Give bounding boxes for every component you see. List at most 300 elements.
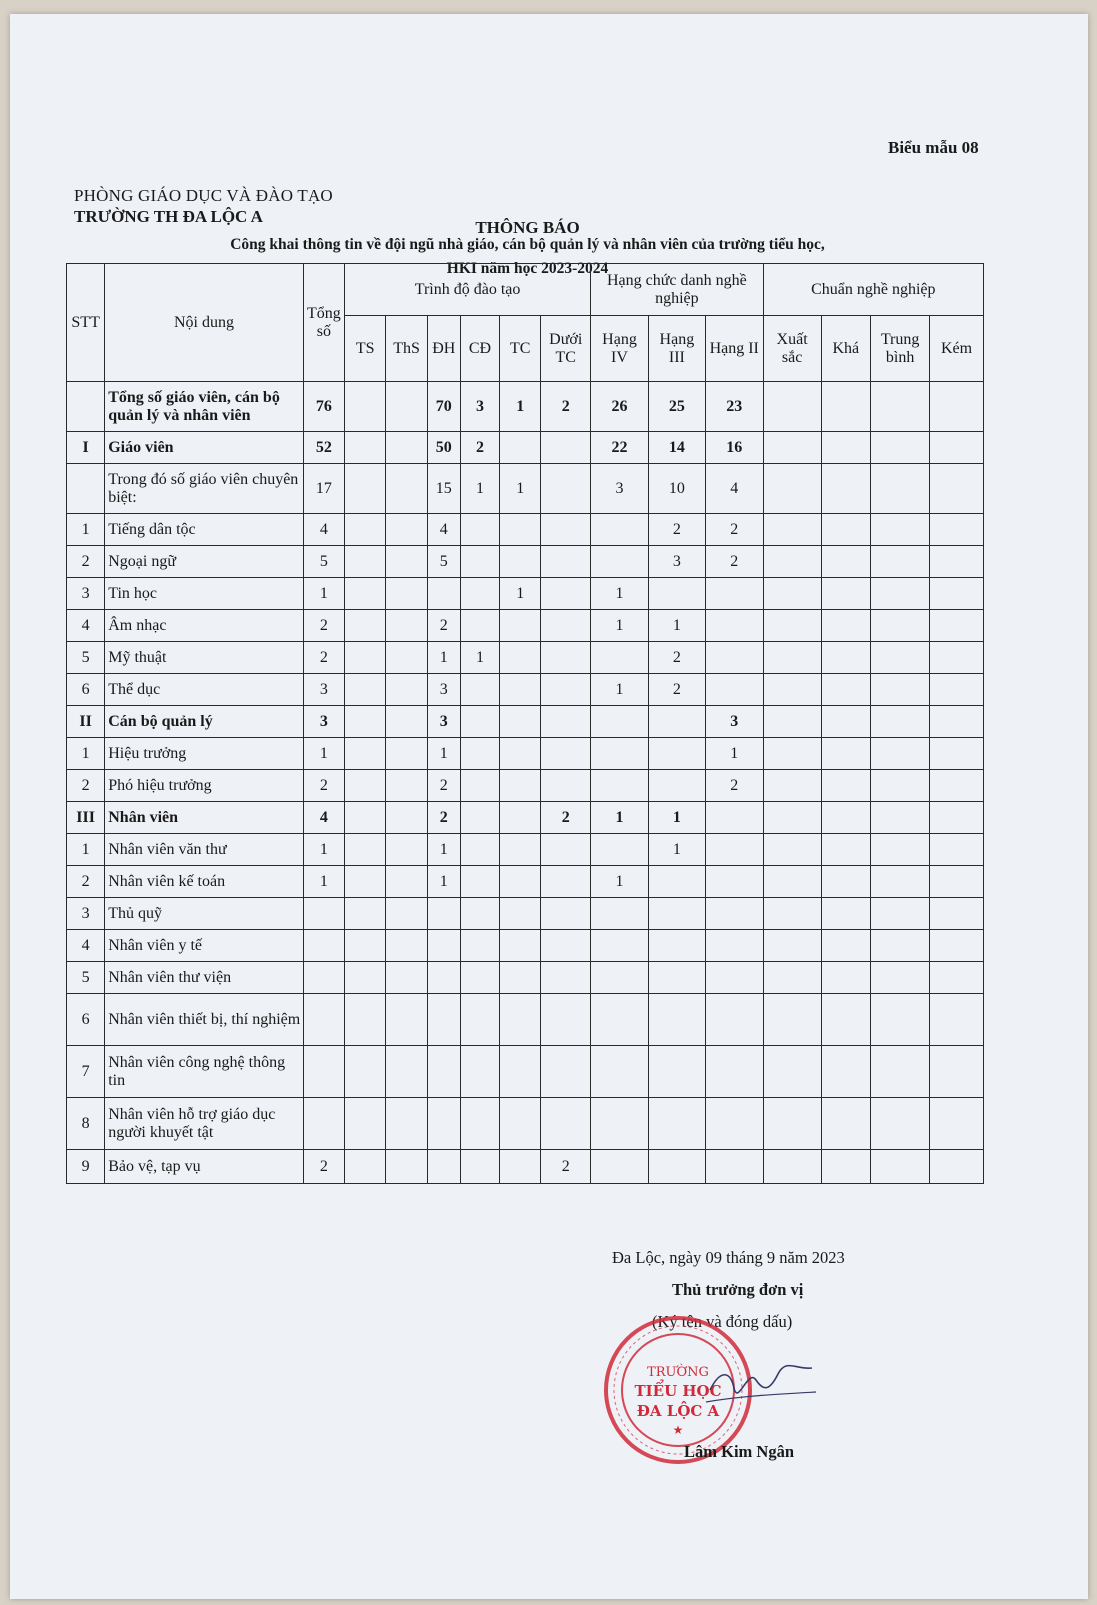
row-cell xyxy=(763,514,821,546)
row-cell xyxy=(460,930,499,962)
row-cell xyxy=(500,1046,541,1098)
row-cell: 2 xyxy=(705,770,763,802)
row-cell: 1 xyxy=(591,866,649,898)
row-cell xyxy=(500,738,541,770)
header-rank: Hạng chức danh nghề nghiệp xyxy=(591,264,764,316)
school-name: TRƯỜNG TH ĐA LỘC A xyxy=(74,207,263,226)
row-cell xyxy=(345,578,386,610)
row-cell xyxy=(386,546,427,578)
row-cell: 4 xyxy=(303,802,344,834)
row-cell xyxy=(821,898,871,930)
row-cell xyxy=(386,1046,427,1098)
header-cd: CĐ xyxy=(460,316,499,382)
row-cell xyxy=(303,1046,344,1098)
row-stt: 4 xyxy=(67,930,105,962)
row-cell xyxy=(871,578,930,610)
row-cell xyxy=(427,578,460,610)
row-cell xyxy=(648,930,705,962)
svg-text:★: ★ xyxy=(672,1423,684,1437)
table-row xyxy=(67,546,984,578)
row-cell xyxy=(427,930,460,962)
row-cell xyxy=(591,962,649,994)
row-cell: 70 xyxy=(427,382,460,432)
row-cell xyxy=(427,962,460,994)
row-cell xyxy=(930,432,984,464)
row-cell xyxy=(345,962,386,994)
row-cell xyxy=(763,706,821,738)
row-cell xyxy=(871,962,930,994)
row-cell: 5 xyxy=(427,546,460,578)
row-cell: 50 xyxy=(427,432,460,464)
row-cell xyxy=(821,738,871,770)
row-cell xyxy=(500,898,541,930)
row-cell xyxy=(821,674,871,706)
row-content: Tổng số giáo viên, cán bộ quản lý và nhân viên xyxy=(105,382,303,432)
document-subtitle-year: HKI năm học 2023-2024 xyxy=(446,260,609,277)
row-cell xyxy=(871,1150,930,1184)
row-cell xyxy=(386,1098,427,1150)
row-cell: 25 xyxy=(648,382,705,432)
row-cell: 1 xyxy=(591,610,649,642)
row-cell xyxy=(871,610,930,642)
row-cell: 3 xyxy=(303,706,344,738)
row-cell xyxy=(345,1098,386,1150)
row-cell: 17 xyxy=(303,464,344,514)
row-cell xyxy=(541,578,591,610)
row-cell xyxy=(500,802,541,834)
row-cell xyxy=(303,930,344,962)
row-cell xyxy=(541,962,591,994)
row-cell: 10 xyxy=(648,464,705,514)
row-cell xyxy=(705,1046,763,1098)
row-cell: 2 xyxy=(460,432,499,464)
row-stt: III xyxy=(67,802,105,834)
row-cell xyxy=(871,642,930,674)
row-cell: 2 xyxy=(303,610,344,642)
row-cell xyxy=(541,610,591,642)
row-cell: 2 xyxy=(427,802,460,834)
row-cell xyxy=(591,1098,649,1150)
row-content: Nhân viên văn thư xyxy=(105,834,303,866)
row-cell xyxy=(345,706,386,738)
row-cell xyxy=(427,994,460,1046)
row-cell xyxy=(930,802,984,834)
row-cell: 1 xyxy=(648,802,705,834)
row-cell xyxy=(705,962,763,994)
header-total: Tổng số xyxy=(303,264,344,382)
row-cell xyxy=(763,962,821,994)
stamp-line-1: TRƯỜNG xyxy=(647,1365,709,1380)
row-cell xyxy=(386,738,427,770)
row-cell xyxy=(345,738,386,770)
row-cell: 1 xyxy=(500,464,541,514)
row-cell: 26 xyxy=(591,382,649,432)
row-cell xyxy=(541,514,591,546)
row-cell xyxy=(591,514,649,546)
header-trung-binh: Trung bình xyxy=(871,316,930,382)
row-cell xyxy=(648,706,705,738)
signature-icon xyxy=(700,1350,820,1410)
row-cell xyxy=(821,382,871,432)
row-cell xyxy=(705,610,763,642)
row-cell: 1 xyxy=(303,866,344,898)
row-cell xyxy=(386,674,427,706)
row-cell xyxy=(821,1098,871,1150)
row-stt: I xyxy=(67,432,105,464)
row-cell: 16 xyxy=(705,432,763,464)
row-cell xyxy=(386,578,427,610)
signing-date: Đa Lộc, ngày 09 tháng 9 năm 2023 xyxy=(612,1248,845,1267)
row-cell xyxy=(460,1150,499,1184)
row-cell xyxy=(648,738,705,770)
row-cell xyxy=(500,546,541,578)
row-cell xyxy=(930,382,984,432)
table-row xyxy=(67,1150,984,1184)
row-cell xyxy=(648,962,705,994)
row-cell xyxy=(345,610,386,642)
row-content: Hiệu trưởng xyxy=(105,738,303,770)
row-cell xyxy=(930,738,984,770)
row-cell: 2 xyxy=(648,642,705,674)
table-row xyxy=(67,1046,984,1098)
row-cell xyxy=(345,898,386,930)
form-code: Biểu mẫu 08 xyxy=(888,138,979,157)
row-cell xyxy=(591,770,649,802)
row-cell xyxy=(500,770,541,802)
row-cell xyxy=(345,382,386,432)
row-content: Nhân viên thiết bị, thí nghiệm xyxy=(105,994,303,1046)
row-cell: 1 xyxy=(460,642,499,674)
row-content: Nhân viên thư viện xyxy=(105,962,303,994)
row-stt: 2 xyxy=(67,770,105,802)
row-cell: 3 xyxy=(427,674,460,706)
row-cell: 2 xyxy=(648,514,705,546)
row-cell xyxy=(705,1098,763,1150)
row-cell xyxy=(303,898,344,930)
row-cell xyxy=(871,1046,930,1098)
row-cell xyxy=(345,1150,386,1184)
row-cell xyxy=(821,546,871,578)
header-kem: Kém xyxy=(930,316,984,382)
row-cell: 15 xyxy=(427,464,460,514)
row-cell: 2 xyxy=(705,514,763,546)
row-cell xyxy=(763,738,821,770)
row-cell xyxy=(345,674,386,706)
header-hang-4: Hạng IV xyxy=(591,316,649,382)
row-cell xyxy=(500,1098,541,1150)
row-cell xyxy=(541,930,591,962)
row-cell xyxy=(460,738,499,770)
row-cell xyxy=(303,1098,344,1150)
row-cell xyxy=(591,546,649,578)
row-cell xyxy=(763,382,821,432)
row-content: Nhân viên xyxy=(105,802,303,834)
row-cell xyxy=(500,610,541,642)
row-cell: 4 xyxy=(427,514,460,546)
row-cell xyxy=(345,642,386,674)
row-cell xyxy=(821,514,871,546)
row-cell xyxy=(648,1150,705,1184)
row-cell xyxy=(460,962,499,994)
row-cell: 3 xyxy=(591,464,649,514)
row-cell xyxy=(871,1098,930,1150)
row-cell xyxy=(591,738,649,770)
row-cell: 22 xyxy=(591,432,649,464)
row-cell xyxy=(705,802,763,834)
row-cell: 1 xyxy=(500,382,541,432)
row-cell xyxy=(763,674,821,706)
row-content: Tin học xyxy=(105,578,303,610)
row-cell xyxy=(821,994,871,1046)
row-stt: 2 xyxy=(67,546,105,578)
row-content: Nhân viên y tế xyxy=(105,930,303,962)
row-cell xyxy=(303,994,344,1046)
row-cell xyxy=(930,1150,984,1184)
department-name: PHÒNG GIÁO DỤC VÀ ĐÀO TẠO xyxy=(74,186,333,205)
row-cell xyxy=(500,674,541,706)
table-row xyxy=(67,1098,984,1150)
row-cell xyxy=(345,770,386,802)
row-cell: 1 xyxy=(427,738,460,770)
signer-name: Lâm Kim Ngân xyxy=(684,1442,795,1461)
row-content: Thể dục xyxy=(105,674,303,706)
row-cell xyxy=(591,994,649,1046)
table-row xyxy=(67,642,984,674)
row-cell xyxy=(821,802,871,834)
table-row xyxy=(67,578,984,610)
row-cell xyxy=(541,866,591,898)
row-cell: 1 xyxy=(427,834,460,866)
row-cell xyxy=(821,930,871,962)
row-cell xyxy=(541,834,591,866)
row-cell xyxy=(705,578,763,610)
table-row xyxy=(67,770,984,802)
table-row xyxy=(67,962,984,994)
row-cell xyxy=(763,464,821,514)
row-cell xyxy=(871,834,930,866)
row-cell xyxy=(591,898,649,930)
row-cell xyxy=(930,464,984,514)
row-cell xyxy=(821,432,871,464)
row-cell xyxy=(648,898,705,930)
row-cell xyxy=(541,738,591,770)
row-cell xyxy=(648,866,705,898)
row-cell xyxy=(705,834,763,866)
row-cell xyxy=(763,610,821,642)
row-cell xyxy=(386,834,427,866)
row-cell xyxy=(386,898,427,930)
row-cell xyxy=(763,802,821,834)
row-cell xyxy=(541,994,591,1046)
row-stt: 9 xyxy=(67,1150,105,1184)
row-stt xyxy=(67,464,105,514)
row-cell: 76 xyxy=(303,382,344,432)
row-content: Tiếng dân tộc xyxy=(105,514,303,546)
table-row xyxy=(67,514,984,546)
row-cell xyxy=(460,866,499,898)
row-cell xyxy=(500,432,541,464)
row-cell xyxy=(460,802,499,834)
row-cell xyxy=(386,464,427,514)
row-cell xyxy=(705,1150,763,1184)
row-cell xyxy=(345,994,386,1046)
row-cell xyxy=(871,898,930,930)
row-stt: 5 xyxy=(67,642,105,674)
row-cell xyxy=(460,610,499,642)
row-cell xyxy=(427,1098,460,1150)
row-cell xyxy=(871,866,930,898)
row-content: Nhân viên công nghệ thông tin xyxy=(105,1046,303,1098)
row-cell: 1 xyxy=(648,610,705,642)
row-cell: 2 xyxy=(705,546,763,578)
row-content: Cán bộ quản lý xyxy=(105,706,303,738)
row-cell xyxy=(427,1150,460,1184)
row-cell xyxy=(541,546,591,578)
row-content: Phó hiệu trưởng xyxy=(105,770,303,802)
row-cell xyxy=(427,1046,460,1098)
row-cell xyxy=(763,546,821,578)
row-cell: 1 xyxy=(500,578,541,610)
row-cell xyxy=(821,866,871,898)
row-cell xyxy=(763,1046,821,1098)
header-stt: STT xyxy=(67,264,105,382)
row-cell xyxy=(591,930,649,962)
row-cell xyxy=(821,642,871,674)
row-cell xyxy=(386,770,427,802)
table-row xyxy=(67,930,984,962)
table-body xyxy=(67,382,984,1184)
row-stt: 1 xyxy=(67,514,105,546)
row-cell: 1 xyxy=(591,578,649,610)
row-cell: 1 xyxy=(303,578,344,610)
row-content: Nhân viên kế toán xyxy=(105,866,303,898)
row-cell xyxy=(763,1098,821,1150)
row-cell: 23 xyxy=(705,382,763,432)
header-hang-3: Hạng III xyxy=(648,316,705,382)
header-standard: Chuẩn nghề nghiệp xyxy=(763,264,983,316)
row-cell xyxy=(386,930,427,962)
row-cell: 1 xyxy=(705,738,763,770)
row-cell xyxy=(930,834,984,866)
row-cell xyxy=(930,1098,984,1150)
row-cell: 2 xyxy=(427,610,460,642)
row-cell xyxy=(500,1150,541,1184)
row-cell: 3 xyxy=(460,382,499,432)
row-cell xyxy=(541,1098,591,1150)
row-stt: II xyxy=(67,706,105,738)
row-cell: 1 xyxy=(648,834,705,866)
row-cell: 1 xyxy=(303,738,344,770)
table-row xyxy=(67,706,984,738)
row-cell xyxy=(345,432,386,464)
row-cell xyxy=(591,706,649,738)
row-cell xyxy=(821,770,871,802)
row-cell xyxy=(821,578,871,610)
row-cell: 4 xyxy=(705,464,763,514)
row-cell xyxy=(871,994,930,1046)
row-cell xyxy=(500,834,541,866)
row-cell xyxy=(763,770,821,802)
row-cell xyxy=(930,1046,984,1098)
row-stt: 6 xyxy=(67,674,105,706)
row-content: Thủ quỹ xyxy=(105,898,303,930)
row-cell: 2 xyxy=(427,770,460,802)
row-cell xyxy=(541,898,591,930)
row-cell xyxy=(303,962,344,994)
stamp-line-2: TIỂU HỌC xyxy=(634,1382,722,1400)
row-cell xyxy=(591,1150,649,1184)
row-cell: 2 xyxy=(541,382,591,432)
row-cell: 3 xyxy=(427,706,460,738)
row-cell xyxy=(821,464,871,514)
row-cell xyxy=(930,610,984,642)
row-cell xyxy=(871,382,930,432)
row-cell xyxy=(345,866,386,898)
table-row xyxy=(67,898,984,930)
row-cell xyxy=(386,610,427,642)
row-cell xyxy=(821,1150,871,1184)
row-cell xyxy=(386,642,427,674)
row-cell xyxy=(930,898,984,930)
row-cell xyxy=(500,514,541,546)
row-cell xyxy=(386,802,427,834)
row-content: Bảo vệ, tạp vụ xyxy=(105,1150,303,1184)
sign-note: (Ký tên và đóng dấu) xyxy=(652,1312,793,1331)
row-stt: 1 xyxy=(67,738,105,770)
row-cell xyxy=(541,770,591,802)
stamp-line-3: ĐA LỘC A xyxy=(636,1402,720,1420)
row-cell xyxy=(345,802,386,834)
row-cell: 2 xyxy=(541,802,591,834)
row-cell xyxy=(648,1098,705,1150)
row-cell xyxy=(460,994,499,1046)
staff-table xyxy=(66,263,984,1184)
row-cell xyxy=(345,834,386,866)
row-cell xyxy=(871,738,930,770)
row-cell xyxy=(345,930,386,962)
row-cell xyxy=(930,962,984,994)
header-ths: ThS xyxy=(386,316,427,382)
table-row xyxy=(67,802,984,834)
row-cell xyxy=(427,898,460,930)
row-stt: 3 xyxy=(67,898,105,930)
row-cell xyxy=(821,834,871,866)
row-cell: 2 xyxy=(303,770,344,802)
row-stt: 6 xyxy=(67,994,105,1046)
row-cell xyxy=(460,674,499,706)
row-cell xyxy=(763,578,821,610)
row-cell xyxy=(705,994,763,1046)
row-cell xyxy=(930,706,984,738)
row-cell xyxy=(541,674,591,706)
row-cell: 1 xyxy=(591,674,649,706)
row-cell: 52 xyxy=(303,432,344,464)
row-cell xyxy=(763,930,821,962)
row-content: Nhân viên hỗ trợ giáo dục người khuyết tật xyxy=(105,1098,303,1150)
row-content: Âm nhạc xyxy=(105,610,303,642)
row-cell: 2 xyxy=(303,1150,344,1184)
table-row xyxy=(67,610,984,642)
row-cell: 14 xyxy=(648,432,705,464)
row-cell xyxy=(705,674,763,706)
header-hang-2: Hạng II xyxy=(705,316,763,382)
row-cell xyxy=(460,1098,499,1150)
row-cell: 1 xyxy=(427,642,460,674)
row-cell xyxy=(871,770,930,802)
row-cell xyxy=(460,578,499,610)
row-stt xyxy=(67,382,105,432)
row-cell xyxy=(763,994,821,1046)
